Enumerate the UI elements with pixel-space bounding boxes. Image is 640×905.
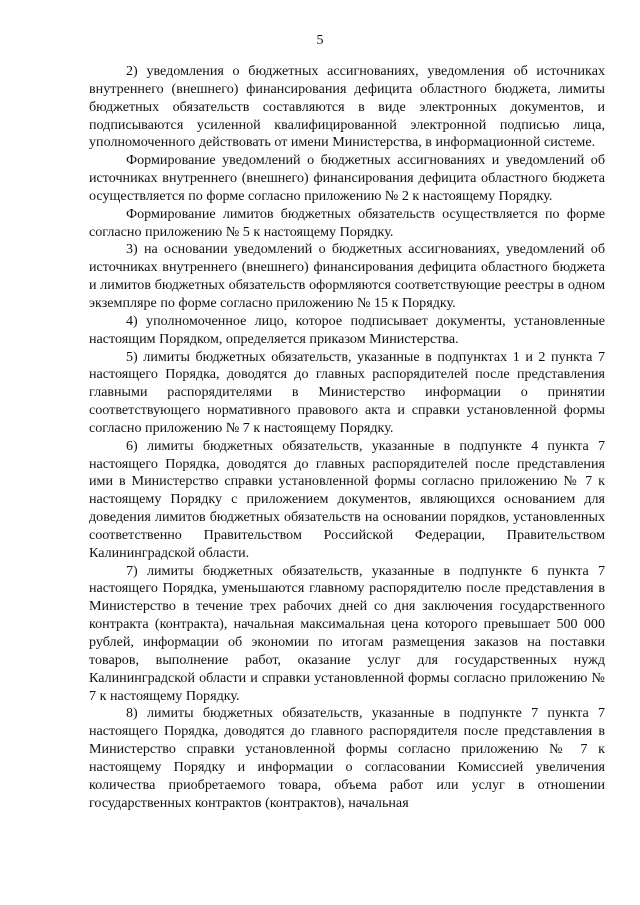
document-body bbox=[89, 63, 605, 812]
page-number: 5 bbox=[316, 33, 324, 48]
paragraph-subitem-3: 3) на основании уведомлений о бюджетных ассигнованиях, уведомлений об источниках внутреннего (внешнего) финансирования дефицита областного бюджета и лимитов бюджетных обязательств оформляются соответствующие реестры в одном экземпляре по форме согласно приложению № 15 к Порядку. bbox=[89, 241, 605, 311]
paragraph-subitem-7: 7) лимиты бюджетных обязательств, указанные в подпункте 6 пункта 7 настоящего Порядка, уменьшаются главному распорядителю после представления в Министерство в течение трех рабочих дней со дня заключения государственного контракта (контракта), начальная максимальная цена которого превышает 500 000 рублей, информации об экономии по итогам размещения заказов на поставки товаров, выполнение работ, оказание услуг для государственных нужд Калининградской области и справки установленной формы согласно приложению № 7 к настоящему Порядку. bbox=[89, 562, 605, 704]
paragraph-subitem-2: 2) уведомления о бюджетных ассигнованиях, уведомления об источниках внутреннего (внешнего) финансирования дефицита областного бюджета, лимиты бюджетных обязательств составляются в виде электронных документов, и подписываются усиленной квалифицированной электронной подписью лица, уполномоченного действовать от имени Министерства, в информационной системе. bbox=[89, 63, 605, 151]
paragraph-subitem-6: 6) лимиты бюджетных обязательств, указанные в подпункте 4 пункта 7 настоящего Порядка, доводятся до главных распорядителей после представления ими в Министерство справки установленной формы согласно приложению № 7 к настоящему Порядку с приложением документов, являющихся основанием для доведения лимитов бюджетных обязательств на основании порядков, установленных соответственно Правительством Российской Федерации, Правительством Калининградской области. bbox=[89, 437, 605, 561]
paragraph-subitem-5: 5) лимиты бюджетных обязательств, указанные в подпунктах 1 и 2 пункта 7 настоящего Порядка, доводятся до главных распорядителей после представления главными распорядителями в Министерство информации о принятии соответствующего нормативного правового акта и справки установленной формы согласно приложению № 7 к настоящему Порядку. bbox=[89, 348, 605, 436]
paragraph-limits-form: Формирование лимитов бюджетных обязательств осуществляется по форме согласно приложению № 5 к настоящему Порядку. bbox=[89, 205, 605, 240]
paragraph-notifications-form: Формирование уведомлений о бюджетных ассигнованиях и уведомлений об источниках внутреннего (внешнего) финансирования дефицита областного бюджета осуществляется по форме согласно приложению № 2 к настоящему Порядку. bbox=[89, 152, 605, 204]
paragraph-subitem-4: 4) уполномоченное лицо, которое подписывает документы, установленные настоящим Порядком, определяется приказом Министерства. bbox=[89, 312, 605, 347]
paragraph-subitem-8: 8) лимиты бюджетных обязательств, указанные в подпункте 7 пункта 7 настоящего Порядка, доводятся до главного распорядителя после представления в Министерство справки установленной формы согласно приложению № 7 к настоящему Порядку и информации о согласовании Комиссией увеличения количества приобретаемого товара, объема работ или услуг в отношении государственных контрактов (контрактов), начальная bbox=[89, 705, 605, 811]
